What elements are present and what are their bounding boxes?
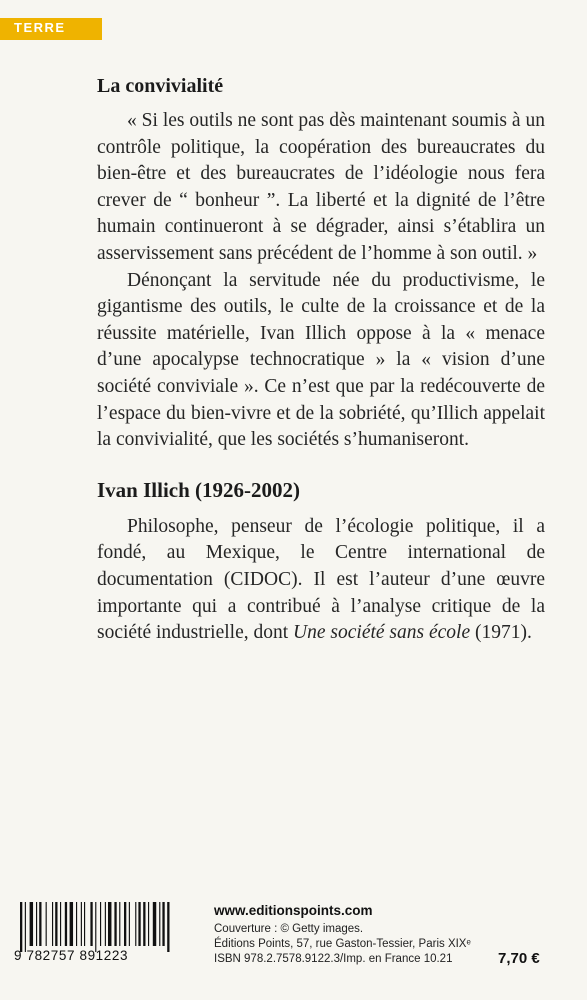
- price: 7,70 €: [498, 950, 540, 967]
- collection-label: TERRE: [14, 20, 66, 35]
- collection-band: [0, 18, 102, 40]
- author-bio-end: (1971).: [470, 622, 532, 644]
- author-section: [97, 478, 545, 647]
- cover-credit: Couverture : © Getty images.: [214, 923, 364, 935]
- author-bio-text: Philosophe, penseur de l’écologie politique, il a fondé, au Mexique, le Centre international de documentation (CIDOC). Il est l’auteur d’une œuvre importante qui a contribué à l’analyse critique de la société industrielle, dont: [97, 515, 545, 644]
- book-title: La convivialité: [97, 75, 224, 97]
- summary-paragraph: Dénonçant la servitude née du productivisme, le gigantisme des outils, le culte de la croissance et de la réussite matérielle, Ivan Illich oppose à la « menace d’une apocalypse technocratique » la « vision d’une société conviviale ». Ce n’est que par la redécouverte de l’espace du bien-vivre et de la sobriété, qu’Illich appelait la convivialité, que les sociétés s’humaniseront.: [97, 269, 545, 451]
- back-cover-text: [97, 74, 545, 647]
- publisher-info: [214, 903, 514, 967]
- quote-paragraph: « Si les outils ne sont pas dès maintenant soumis à un contrôle politique, la coopération des bureaucrates du bien-être et des bureaucrates de l’idéologie nous fera crever de “ bonheur ”. La liberté et la dignité de l’être humain continueront à se dégrader, ainsi s’établira un asservissement sans précédent de l’homme à son outil. »: [97, 110, 545, 264]
- author-heading: Ivan Illich (1926-2002): [97, 477, 301, 502]
- publisher-address: Éditions Points, 57, rue Gaston-Tessier, Paris XIXᵉ: [214, 938, 471, 950]
- publisher-website: www.editionspoints.com: [214, 903, 373, 918]
- barcode-digits: 9 782757 891223: [14, 948, 129, 963]
- barcode-icon: [14, 902, 194, 978]
- isbn-line: ISBN 978.2.7578.9122.3/Imp. en France 10.21: [214, 953, 453, 965]
- book-reference-italic: Une société sans école: [293, 622, 471, 644]
- book-summary-section: [97, 74, 545, 454]
- author-bio-paragraph: [97, 514, 545, 647]
